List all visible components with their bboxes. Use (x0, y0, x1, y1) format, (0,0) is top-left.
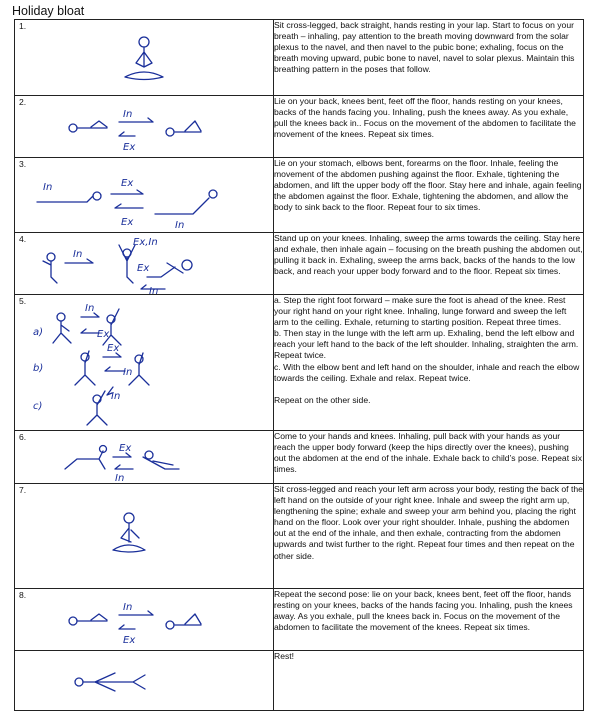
step-3-label-in-2: In (175, 220, 185, 231)
step-2-number: 2. (19, 97, 27, 107)
step-3-figure-cell (15, 158, 274, 233)
step-1-number: 1. (19, 21, 27, 31)
step-2-label-in: In (123, 109, 133, 120)
step-8-text: Repeat the second pose: lie on your back, knees bent, feet off the floor, hands resting on your knees, backs of the hands facing you. Inhaling, push the knees away. As you exhale, pull the knees back in. Focus on the movement of the abdomen to facilitate the movement of the knees. Repeat six times. (274, 589, 584, 651)
step-5-text-a: a. Step the right foot forward – make sure the foot is ahead of the knee. Rest your right hand on your right knee. Inhaling, lunge forward and sweep the left arm to the ceiling. Exhale, returning to starting position. Repeat three times. (274, 295, 567, 328)
step-4-figure-cell (15, 233, 274, 295)
document-title: Holiday bloat (12, 4, 85, 18)
step-4-label-in-2: In (149, 286, 159, 295)
step-row-3 (15, 158, 584, 233)
step-5-label-in-3: In (111, 391, 121, 402)
step-5-label-ex-2: Ex (107, 343, 120, 354)
step-5-label-ex-1: Ex (97, 329, 110, 340)
step-5-text-c: c. With the elbow bent and left hand on the shoulder, inhale and reach the elbow towards the ceiling. Exhale and relax. Repeat twice. (274, 361, 580, 383)
step-2-text: Lie on your back, knees bent, feet off the floor, hands resting on your knees, backs of the hands facing you. Inhaling, push the knees away. As you exhale, pull the knees back in.. Focus on the movement of the abdomen to facilitate the movement of the knees. Repeat six times. (274, 96, 584, 158)
step-5-label-in-2: In (123, 367, 133, 378)
step-3-number: 3. (19, 159, 27, 169)
step-4-label-in-1: In (73, 249, 83, 260)
step-4-number: 4. (19, 234, 27, 244)
step-6-figure-cell (15, 431, 274, 484)
step-6-text: Come to your hands and knees. Inhaling, pull back with your hands as your reach the upper body forward (keep the hips directly over the knees), pushing out the abdomen at the end of the inhale. Exhale back to child’s pose. Repeat six times. (274, 431, 584, 484)
step-5-number: 5. (19, 296, 27, 306)
seated-twist-drawing (15, 484, 273, 589)
step-8-label-in: In (123, 602, 133, 613)
step-5-text-b: b. Then stay in the lunge with the left arm up. Exhaling, bend the left elbow and reach your left hand to the back of the left shoulder. Inhaling, straighten the arm. Repeat twice. (274, 328, 579, 361)
step-3-label-ex-2: Ex (121, 217, 134, 228)
step-6-label-in: In (115, 473, 125, 484)
step-4-label-ex-in: Ex,In (133, 237, 158, 248)
step-5-label-a: a) (33, 327, 44, 338)
steps-table (14, 19, 584, 711)
step-1-text: Sit cross-legged, back straight, hands resting in your lap. Start to focus on your breath – inhaling, pay attention to the breath moving downward from the solar plexus to the navel, and then navel to the pubic bone; exhaling, focus on the breath moving upward, pubic bone to navel, navel to solar plexus. Maintain this breathing pattern in the poses that follow. (274, 20, 584, 96)
step-row-1 (15, 20, 584, 96)
step-6-number: 6. (19, 432, 27, 442)
step-1-figure-cell (15, 20, 274, 96)
step-5-text-cell (274, 295, 584, 431)
step-row-4 (15, 233, 584, 295)
step-5-label-in-1: In (85, 303, 95, 314)
step-7-number: 7. (19, 485, 27, 495)
step-4-label-ex: Ex (137, 263, 150, 274)
step-row-2 (15, 96, 584, 158)
step-row-7 (15, 484, 584, 589)
step-row-rest (15, 651, 584, 711)
knees-to-chest-drawing (15, 96, 273, 158)
step-8-number: 8. (19, 590, 27, 600)
hands-knees-drawing (15, 431, 273, 484)
rest-figure-cell (15, 651, 274, 711)
step-row-8 (15, 589, 584, 651)
step-5-label-c: c) (33, 401, 43, 412)
step-6-label-ex: Ex (119, 443, 132, 454)
kneeling-sweep-drawing (15, 233, 273, 295)
step-3-label-ex-1: Ex (121, 178, 134, 189)
step-4-text: Stand up on your knees. Inhaling, sweep the arms towards the ceiling. Stay here and exhale, then inhale again – focusing on the breath pushing the abdomen out, pulling it back in. Exhaling, sweep the arms back, backs of the hands to the low back, and reach your upper body forward and to the floor. Repeat six times. (274, 233, 584, 295)
step-3-text: Lie on your stomach, elbows bent, forearms on the floor. Inhale, feeling the movement of the abdomen pushing against the floor. Exhale, tightening the abdomen, and lift the upper body off the floor. Stay here and inhale, again feeling the abdomen against the floor. Exhale, tightening the abdomen, and allow the body to sink back to the floor. Repeat four to six times. (274, 158, 584, 233)
seated-pose-drawing (15, 20, 273, 96)
step-5-figure-cell (15, 295, 274, 431)
step-5-spacer (274, 384, 583, 395)
step-5-text-repeat: Repeat on the other side. (274, 394, 371, 405)
step-7-text: Sit cross-legged and reach your left arm across your body, resting the back of the left hand on the outside of your right knee. Inhale and sweep the right arm up, lengthening the spine; exhale and sweep your arm behind you, placing the right hand on the floor. Look over your right shoulder. Inhale, pushing the abdomen out at the end of the inhale, and then exhale, contracting from the abdomen upwards and twist further to the right. Repeat four times and then repeat on the other side. (274, 484, 584, 589)
step-row-5 (15, 295, 584, 431)
step-2-figure-cell (15, 96, 274, 158)
knees-to-chest-repeat-drawing (15, 589, 273, 651)
lunge-sequence-drawing (15, 295, 273, 431)
step-7-figure-cell (15, 484, 274, 589)
step-8-label-ex: Ex (123, 635, 136, 646)
step-2-label-ex: Ex (123, 142, 136, 153)
step-3-label-in-1: In (43, 182, 53, 193)
step-5-label-b: b) (33, 363, 44, 374)
prone-lift-drawing (15, 158, 273, 233)
step-8-figure-cell (15, 589, 274, 651)
rest-text: Rest! (274, 651, 584, 711)
step-row-6 (15, 431, 584, 484)
resting-pose-drawing (15, 651, 273, 711)
